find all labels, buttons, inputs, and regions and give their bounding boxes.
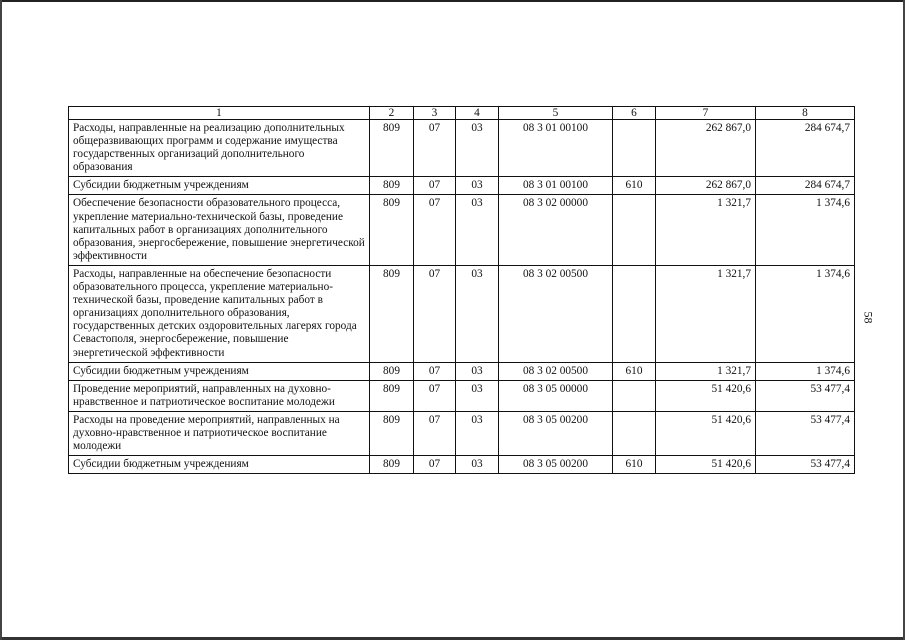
row-csr: 08 3 01 00100 bbox=[499, 120, 613, 177]
header-cell-7: 7 bbox=[656, 107, 756, 120]
row-pr: 03 bbox=[456, 195, 499, 265]
row-ved: 809 bbox=[370, 195, 414, 265]
row-sum1: 1 321,7 bbox=[656, 362, 756, 380]
row-pr: 03 bbox=[456, 177, 499, 195]
row-pr: 03 bbox=[456, 265, 499, 362]
row-rz: 07 bbox=[414, 265, 456, 362]
row-ved: 809 bbox=[370, 362, 414, 380]
row-csr: 08 3 02 00500 bbox=[499, 265, 613, 362]
scan-border-top bbox=[0, 0, 905, 2]
row-csr: 08 3 05 00200 bbox=[499, 456, 613, 474]
row-pr: 03 bbox=[456, 380, 499, 411]
row-vr bbox=[613, 195, 656, 265]
row-sum1: 262 867,0 bbox=[656, 120, 756, 177]
row-name: Субсидии бюджетным учреждениям bbox=[69, 362, 370, 380]
row-vr: 610 bbox=[613, 456, 656, 474]
header-cell-8: 8 bbox=[756, 107, 855, 120]
row-sum2: 1 374,6 bbox=[756, 362, 855, 380]
row-pr: 03 bbox=[456, 120, 499, 177]
row-rz: 07 bbox=[414, 380, 456, 411]
table-header bbox=[69, 107, 855, 120]
row-csr: 08 3 02 00500 bbox=[499, 362, 613, 380]
row-rz: 07 bbox=[414, 362, 456, 380]
table-row bbox=[69, 120, 855, 177]
row-csr: 08 3 05 00000 bbox=[499, 380, 613, 411]
row-sum1: 51 420,6 bbox=[656, 456, 756, 474]
row-vr: 610 bbox=[613, 177, 656, 195]
row-sum1: 1 321,7 bbox=[656, 265, 756, 362]
row-sum2: 1 374,6 bbox=[756, 265, 855, 362]
row-ved: 809 bbox=[370, 177, 414, 195]
row-sum2: 1 374,6 bbox=[756, 195, 855, 265]
row-vr bbox=[613, 380, 656, 411]
row-pr: 03 bbox=[456, 362, 499, 380]
table-body bbox=[69, 120, 855, 474]
row-sum2: 53 477,4 bbox=[756, 380, 855, 411]
row-name: Расходы на проведение мероприятий, направленных на духовно-нравственное и патриотическое воспитание молодежи bbox=[69, 411, 370, 455]
row-name: Обеспечение безопасности образовательного процесса, укрепление материально-технической базы, проведение капитальных работ в организациях дополнительного образования, энергосбережение, повышение энергетической эффективности bbox=[69, 195, 370, 265]
row-sum1: 51 420,6 bbox=[656, 380, 756, 411]
header-cell-3: 3 bbox=[414, 107, 456, 120]
row-sum2: 284 674,7 bbox=[756, 120, 855, 177]
table-row bbox=[69, 456, 855, 474]
header-row bbox=[69, 107, 855, 120]
row-sum2: 284 674,7 bbox=[756, 177, 855, 195]
row-csr: 08 3 05 00200 bbox=[499, 411, 613, 455]
row-pr: 03 bbox=[456, 456, 499, 474]
page-number: 58 bbox=[861, 311, 876, 324]
row-rz: 07 bbox=[414, 456, 456, 474]
row-rz: 07 bbox=[414, 177, 456, 195]
table-row bbox=[69, 380, 855, 411]
header-cell-6: 6 bbox=[613, 107, 656, 120]
row-name: Субсидии бюджетным учреждениям bbox=[69, 177, 370, 195]
header-cell-2: 2 bbox=[370, 107, 414, 120]
row-ved: 809 bbox=[370, 380, 414, 411]
row-vr: 610 bbox=[613, 362, 656, 380]
row-name: Субсидии бюджетным учреждениям bbox=[69, 456, 370, 474]
header-cell-1: 1 bbox=[69, 107, 370, 120]
row-sum1: 51 420,6 bbox=[656, 411, 756, 455]
row-name: Расходы, направленные на реализацию дополнительных общеразвивающих программ и содержание имущества государственных организаций дополнительного образования bbox=[69, 120, 370, 177]
row-sum1: 262 867,0 bbox=[656, 177, 756, 195]
row-sum2: 53 477,4 bbox=[756, 456, 855, 474]
table-row bbox=[69, 195, 855, 265]
table-row bbox=[69, 362, 855, 380]
row-csr: 08 3 01 00100 bbox=[499, 177, 613, 195]
row-ved: 809 bbox=[370, 411, 414, 455]
row-name: Проведение мероприятий, направленных на духовно-нравственное и патриотическое воспитание молодежи bbox=[69, 380, 370, 411]
header-cell-5: 5 bbox=[499, 107, 613, 120]
row-ved: 809 bbox=[370, 265, 414, 362]
scan-border-left bbox=[0, 0, 2, 640]
row-vr bbox=[613, 265, 656, 362]
row-sum1: 1 321,7 bbox=[656, 195, 756, 265]
row-sum2: 53 477,4 bbox=[756, 411, 855, 455]
row-csr: 08 3 02 00000 bbox=[499, 195, 613, 265]
row-vr bbox=[613, 120, 656, 177]
table-row bbox=[69, 265, 855, 362]
row-name: Расходы, направленные на обеспечение безопасности образовательного процесса, укрепление материально-технической базы, проведение капитальных работ в организациях дополнительного образования, государственных детских оздоровительных лагерях города Севастополя, энергосбережение, повышение энергетической эффективности bbox=[69, 265, 370, 362]
row-pr: 03 bbox=[456, 411, 499, 455]
row-vr bbox=[613, 411, 656, 455]
table-row bbox=[69, 177, 855, 195]
row-ved: 809 bbox=[370, 456, 414, 474]
row-rz: 07 bbox=[414, 120, 456, 177]
table-row bbox=[69, 411, 855, 455]
row-rz: 07 bbox=[414, 411, 456, 455]
budget-table bbox=[68, 106, 855, 474]
row-rz: 07 bbox=[414, 195, 456, 265]
row-ved: 809 bbox=[370, 120, 414, 177]
header-cell-4: 4 bbox=[456, 107, 499, 120]
